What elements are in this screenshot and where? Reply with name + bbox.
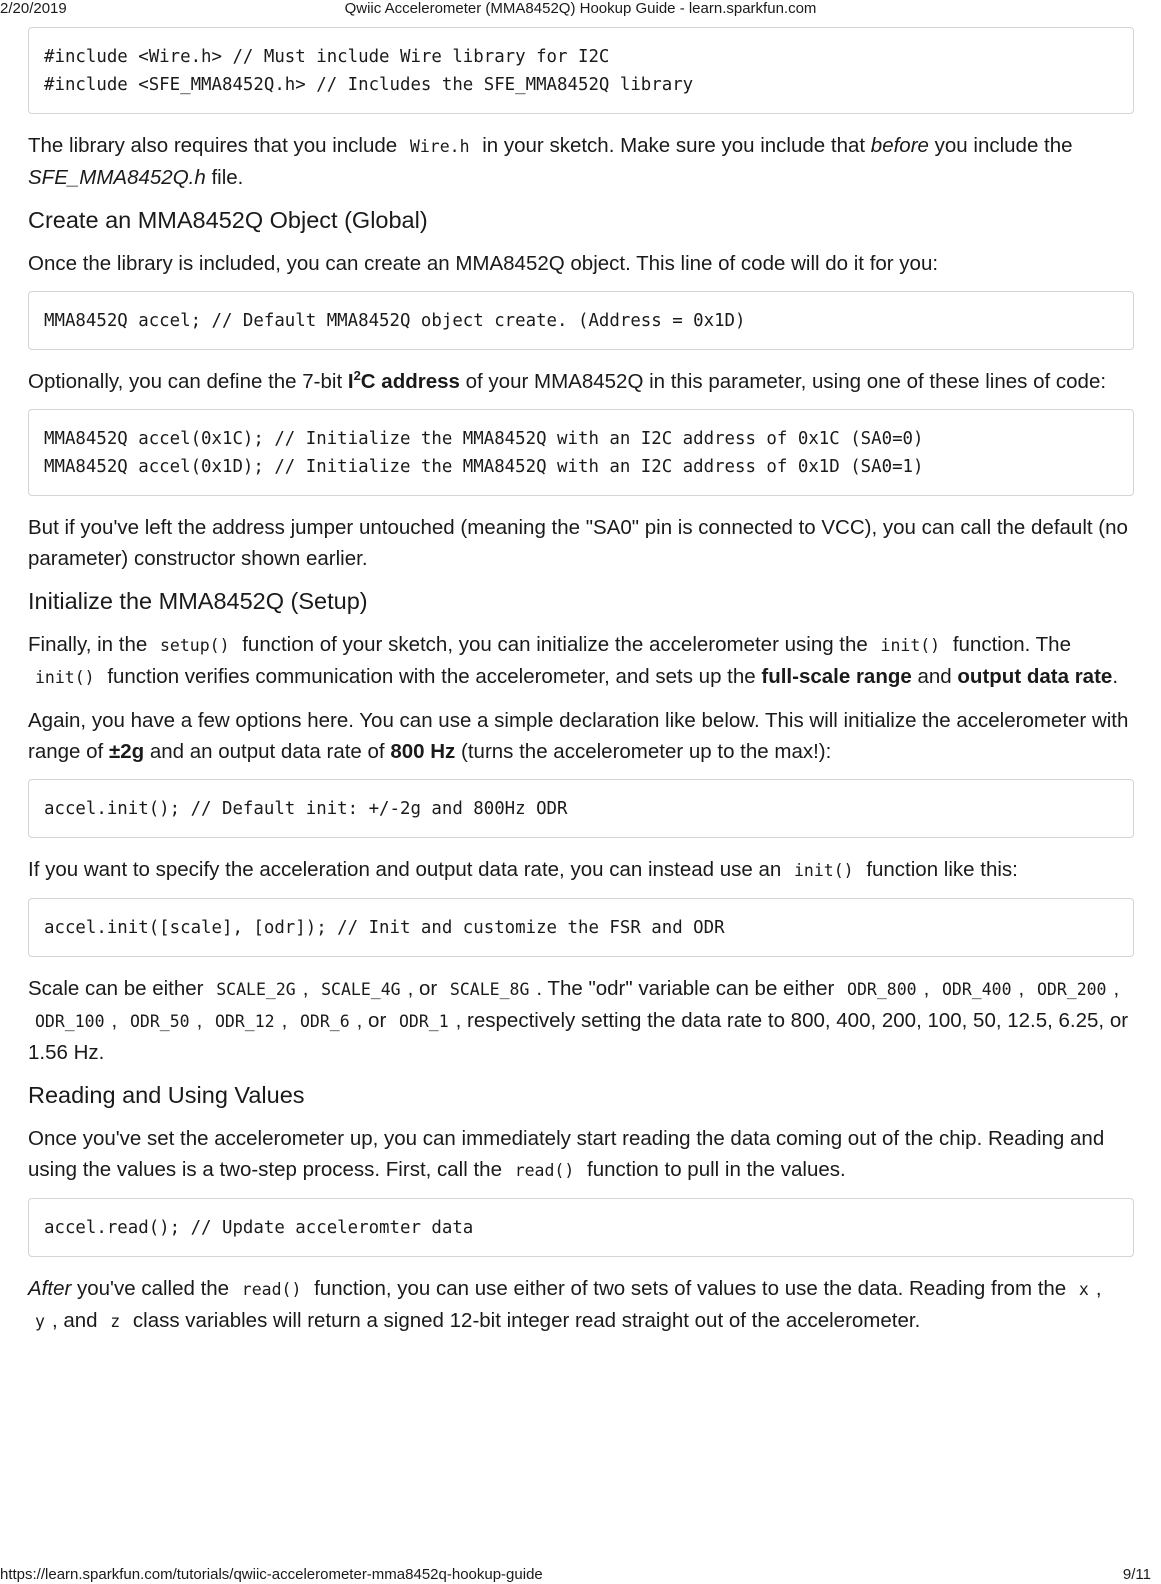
paragraph-custom-init: If you want to specify the acceleration and output data rate, you can instead use an init() function like this: (28, 858, 1018, 881)
inline-code: init() (35, 668, 95, 687)
inline-code: ODR_50 (129, 1012, 190, 1031)
inline-code: z (110, 1312, 121, 1331)
code-line: #include <SFE_MMA8452Q.h> // Includes the SFE_MMA8452Q library (44, 75, 694, 95)
paragraph-scale-odr-options: Scale can be either SCALE_2G , SCALE_4G , or SCALE_8G . The "odr" variable can be either ODR_800 , ODR_400 , ODR_200 , ODR_100 , ODR_50 , ODR_12 , ODR_6 , or ODR_1 , respectively setting the data rate to 800, 400, 200, 100, 50, 12.5, 6.25, or 1.56 Hz. (28, 977, 1129, 1064)
inline-code: y (35, 1312, 45, 1331)
code-line: MMA8452Q accel(0x1D); // Initialize the MMA8452Q with an I2C address of 0x1D (SA0=1) (44, 457, 924, 477)
section-heading-reading-values: Reading and Using Values (28, 1082, 305, 1108)
article-content (28, 27, 1134, 1349)
inline-code: ODR_6 (299, 1012, 350, 1031)
code-line: accel.init(); // Default init: +/-2g and 800Hz ODR (44, 799, 568, 819)
section-heading-initialize: Initialize the MMA8452Q (Setup) (28, 588, 368, 614)
inline-code: ODR_400 (942, 980, 1012, 999)
paragraph-after-read: After you've called the read() function, you can use either of two sets of values to use the data. Reading from the x , y , and z class variables will return a signed 12-bit integer read straight out of the accelerometer. (28, 1277, 1102, 1332)
inline-code: ODR_200 (1036, 980, 1107, 999)
inline-code: read() (241, 1280, 302, 1299)
code-line: MMA8452Q accel; // Default MMA8452Q object create. (Address = 0x1D) (44, 311, 746, 331)
paragraph-default-constructor: But if you've left the address jumper untouched (meaning the "SA0" pin is connected to VCC), you can call the default (no parameter) constructor shown earlier. (28, 516, 1128, 570)
inline-code: SCALE_2G (216, 980, 296, 999)
paragraph-wire-requirement: The library also requires that you include Wire.h in your sketch. Make sure you include that before you include the SFE_MMA8452Q.h file. (28, 134, 1073, 189)
code-block-includes (28, 27, 1134, 114)
code-line: MMA8452Q accel(0x1C); // Initialize the MMA8452Q with an I2C address of 0x1C (SA0=0) (44, 429, 924, 449)
code-line: #include <Wire.h> // Must include Wire library for I2C (44, 47, 610, 67)
paragraph-setup-init: Finally, in the setup() function of your sketch, you can initialize the accelerometer using the init() function. The init() function verifies communication with the accelerometer, and sets up the full-scale range and output data rate. (28, 633, 1119, 688)
inline-code: setup() (159, 636, 230, 655)
inline-code: init() (880, 636, 941, 655)
code-line: accel.init([scale], [odr]); // Init and customize the FSR and ODR (44, 918, 725, 938)
code-block-default-init (28, 779, 1134, 838)
section-heading-create-object: Create an MMA8452Q Object (Global) (28, 207, 428, 233)
code-line: accel.read(); // Update acceleromter data (44, 1218, 474, 1238)
inline-code: SCALE_8G (449, 980, 530, 999)
paragraph-default-init: Again, you have a few options here. You can use a simple declaration like below. This will initialize the accelerometer with range of ±2g and an output data rate of 800 Hz (turns the accelerometer up to the max!): (28, 709, 1129, 763)
inline-code: ODR_12 (214, 1012, 275, 1031)
code-block-address-objects (28, 409, 1134, 496)
inline-code: read() (514, 1161, 575, 1180)
print-date: 2/20/2019 (0, 0, 67, 17)
paragraph-i2c-address: Optionally, you can define the 7-bit $I^2C$ address of your MMA8452Q in this parameter, using one of these lines of code: (28, 368, 1107, 393)
inline-code: init() (794, 861, 854, 880)
inline-code: ODR_1 (398, 1012, 449, 1031)
inline-code: ODR_800 (847, 980, 917, 999)
inline-code: SCALE_4G (321, 980, 401, 999)
paragraph-create-object: Once the library is included, you can create an MMA8452Q object. This line of code will do it for you: (28, 252, 939, 275)
print-url: https://learn.sparkfun.com/tutorials/qwiic-accelerometer-mma8452q-hookup-guide (0, 1566, 543, 1583)
inline-code: x (1078, 1280, 1089, 1299)
inline-code: ODR_100 (35, 1012, 105, 1031)
print-page-number: 9/11 (1122, 1566, 1151, 1583)
code-block-read (28, 1198, 1134, 1257)
code-block-custom-init (28, 898, 1134, 957)
paragraph-reading-values: Once you've set the accelerometer up, you can immediately start reading the data coming out of the chip. Reading and using the values is a two-step process. First, call the read() function to pull in the values. (28, 1127, 1105, 1181)
inline-code: Wire.h (409, 137, 470, 156)
print-page-title: Qwiic Accelerometer (MMA8452Q) Hookup Guide - learn.sparkfun.com (344, 0, 817, 17)
code-block-default-object (28, 291, 1134, 350)
